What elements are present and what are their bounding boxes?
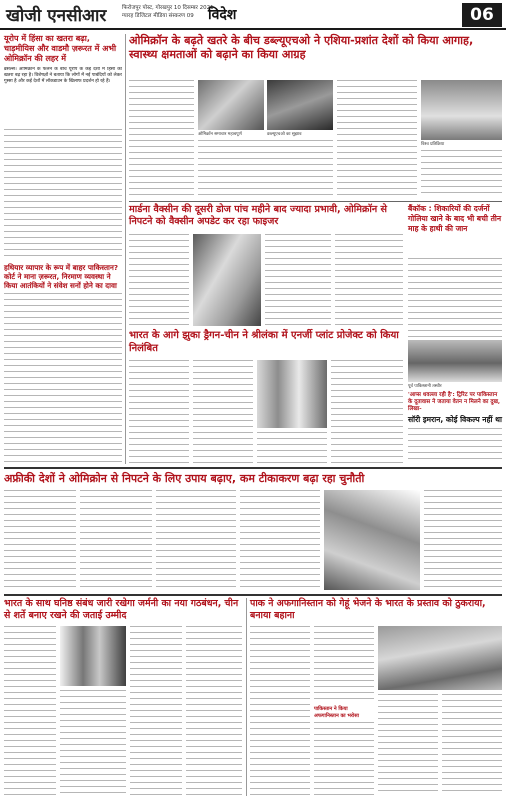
section-divider-2 — [4, 467, 502, 469]
story-booster-col-1 — [129, 234, 189, 326]
section-divider-3 — [4, 594, 502, 596]
story-africa-col-3 — [156, 490, 236, 590]
story-imran — [408, 392, 502, 425]
story-pak-subhead: पाकिस्तान ने किया अफगानिस्तान का भरोसा — [314, 706, 359, 719]
story-africa-col-1 — [4, 490, 76, 590]
story-top-col-3 — [337, 80, 417, 198]
story-right-text — [421, 150, 502, 198]
issue-edition: ग्यारह डिजिटल मीडिया संस्करण 09 — [122, 13, 194, 19]
story-pak-col-2 — [314, 626, 374, 704]
story-srilanka-col-2 — [193, 360, 253, 464]
story-booster-headline: मार्डना वैक्सीन की दूसरी डोज पांच महीने बाद ज्यादा प्रभावी, ओमिक्रॉन से निपटने को वैक्सीन अपडेट कर रहा फाइजर — [129, 204, 387, 227]
who-photo — [267, 80, 333, 130]
story-germany — [4, 598, 242, 621]
story-left-body: ब्रसेल्स। ओमिक्रॉन के फैलने के बीच यूरोप के कई देशों में हिंसा का खतरा बढ़ रहा है। विशेषज्ञों ने बताया कि लोगों में नई पाबंदियों को लेकर गुस्सा है और कई देशों में लॉकडाउन के खिलाफ प्रदर्शन हो रहे हैं। — [4, 67, 122, 85]
story-booster — [129, 204, 403, 228]
story-imran-headline: 'आप्स धवल्ला रही है': ट्रिरिट पर पाकिस्तान के दूतावास ने जताया वेतन न मिलने का दुख, लिखा- — [408, 392, 501, 412]
story-srilanka-col-4 — [331, 360, 403, 464]
leaders-photo — [421, 80, 502, 140]
story-germany-col-4 — [186, 626, 242, 796]
vaccine-photo — [193, 234, 261, 326]
flags-photo — [257, 360, 327, 428]
section-title: विदेश — [208, 7, 237, 23]
imran-photo — [408, 340, 502, 382]
story-pak-col-1 — [250, 626, 310, 796]
story-bangkok-headline: बैंकॉक : शिकारियों की दर्जनों गोलिया खाने के बाद भी बची तीन माह के हाथी की जान — [408, 204, 502, 233]
issue-date: फिरोजपुर पोस्ट, गोरखपुर 10 दिसम्बर 2021 — [122, 5, 214, 11]
story-left-headline: यूरोप में हिंसा का खतरा बढ़ा, चाड़मीयिस और वाडमौ ज़रूरत में अभी ओमिक्रॉन की लहर में — [4, 34, 117, 63]
story-africa-headline: अफ्रीकी देशों ने ओमिक्रोन से निपटने के लिए उपाय बढ़ाए, कम टीकाकरण बढ़ा रहा चुनौती — [4, 472, 365, 485]
story-srilanka-col-3 — [257, 432, 327, 464]
story-africa — [4, 472, 502, 485]
leaders-photo-caption: विश्व प्रतिक्रिया — [421, 142, 445, 147]
story-bangkok — [408, 204, 502, 234]
story-srilanka-headline: भारत के आगे झुका ड्रैगन-चीन ने श्रीलंका में एनर्जी प्लांट प्रोजेक्ट को किया निलंबित — [129, 330, 399, 354]
story-left-text-block-2 — [4, 293, 122, 468]
story-top — [129, 34, 502, 62]
who-photo-caption: डब्ल्यूएचओ का सुझाव — [267, 132, 302, 137]
story-africa-col-4 — [240, 490, 320, 590]
story-left — [4, 34, 122, 469]
story-left-subhead: हथियार व्यापार के रूप में बाहर पाकिस्तान? कोर्ट ने माना ज़रूरत, निरमाण व्यवस्था ने किया आतंकियों ने संवेश सनों होने का दावा — [4, 263, 119, 290]
column-divider-2 — [246, 598, 247, 796]
hospital-photo-caption: ओमिक्रॉन समाचार महत्वपूर्ण — [198, 132, 242, 137]
story-germany-col-1 — [4, 626, 56, 796]
story-pak — [250, 598, 502, 621]
section-divider — [129, 201, 502, 202]
story-top-col-2 — [198, 140, 333, 198]
story-booster-col-3 — [335, 234, 403, 326]
story-left-text-block — [4, 129, 122, 259]
story-pak-col-4 — [378, 694, 438, 796]
story-pak-col-5 — [442, 694, 502, 796]
africa-photo — [324, 490, 420, 590]
story-srilanka — [129, 330, 403, 355]
story-germany-headline: भारत के साथ घनिष्ठ संबंध जारी रखेगा जर्मनी का नया गठबंधन, चीन से शर्ते बनाए रखने की जताई उम्मीद — [4, 598, 239, 621]
story-africa-col-5 — [424, 490, 502, 590]
story-imran-headline-big: सॉरी इमरान, कोई विकल्प नहीं था — [408, 415, 502, 424]
story-top-headline: ओमिक्रॉन के बढ़ते खतरे के बीच डब्ल्यूएचओ ने एशिया-प्रशांत देशों को किया आगाह, स्वास्थ्य क्षमताओं को बढ़ाने का किया आग्रह — [129, 34, 474, 61]
column-divider — [125, 34, 126, 464]
wheat-photo — [378, 626, 502, 690]
story-imran-text — [408, 428, 502, 464]
story-srilanka-col-1 — [129, 360, 189, 464]
story-germany-col-2 — [130, 626, 182, 796]
story-germany-col-3 — [60, 690, 126, 796]
story-top-col-1 — [129, 80, 194, 198]
germany-photo — [60, 626, 126, 686]
masthead — [0, 0, 506, 30]
story-pak-col-3 — [314, 722, 374, 796]
issue-meta — [122, 4, 214, 20]
story-pak-headline: पाक ने अफगानिस्तान को गेहूं भेजने के भारत के प्रस्ताव को ठुकराया, बनाया बहाना — [250, 598, 486, 621]
story-bangkok-text — [408, 258, 502, 338]
imran-photo-caption: पूर्व पाकिस्तानी तस्वीर — [408, 384, 442, 389]
story-africa-col-2 — [80, 490, 152, 590]
brand-logo: खोजी एनसीआर — [6, 6, 107, 26]
story-booster-col-2 — [265, 234, 331, 326]
page-number: 06 — [462, 3, 502, 27]
hospital-photo — [198, 80, 264, 130]
